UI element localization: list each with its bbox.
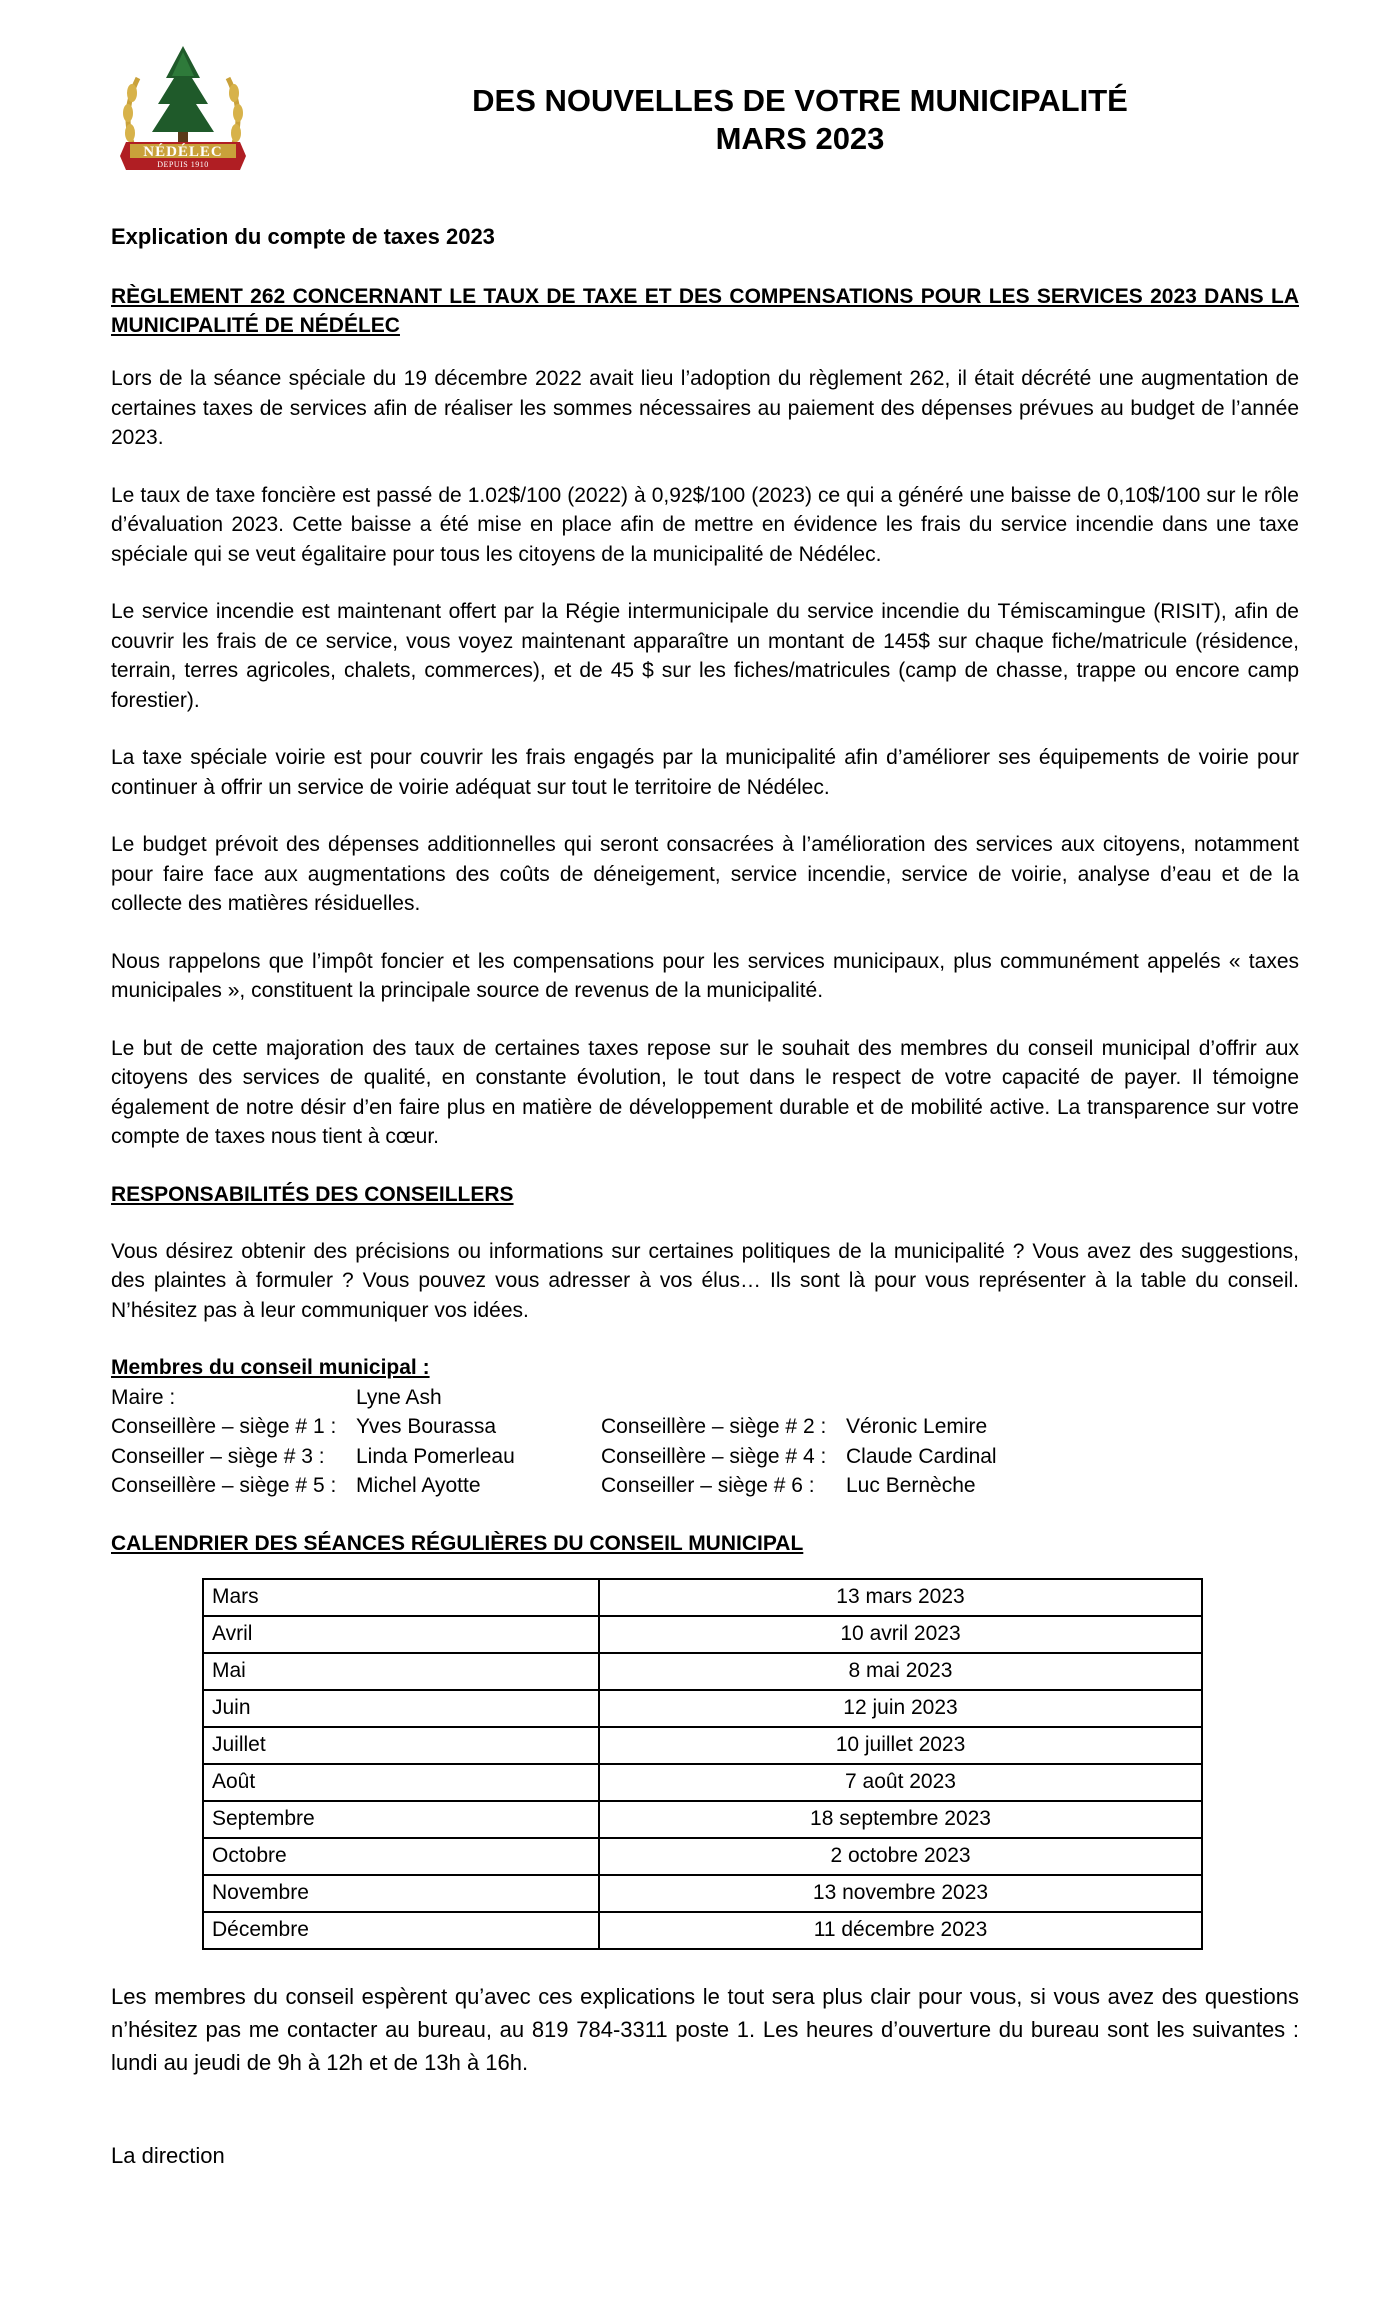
signature: La direction — [111, 2142, 225, 2168]
table-row — [203, 1764, 1202, 1801]
svg-text:NÉDÉLEC: NÉDÉLEC — [143, 144, 223, 160]
reglement-title: RÈGLEMENT 262 CONCERNANT LE TAUX DE TAXE ET DES COMPENSATIONS POUR LES SERVICES 2023 DANS LA MUNICIPALITÉ DE NÉDÉLEC — [111, 285, 1299, 337]
month-cell: Août — [203, 1764, 599, 1801]
content-body — [111, 222, 1299, 2170]
council-role: Conseillère – siège # 5 : — [111, 1474, 337, 1497]
table-row — [203, 1875, 1202, 1912]
date-cell: 10 avril 2023 — [599, 1616, 1202, 1653]
header-title: DES NOUVELLES DE VOTRE MUNICIPALITÉ — [472, 83, 1128, 118]
meeting-schedule-table — [202, 1578, 1203, 1950]
responsabilites-title: RESPONSABILITÉS DES CONSEILLERS — [111, 1182, 514, 1206]
month-cell: Mars — [203, 1579, 599, 1616]
council-name: Michel Ayotte — [356, 1474, 481, 1497]
month-cell: Décembre — [203, 1912, 599, 1949]
month-cell: Novembre — [203, 1875, 599, 1912]
header-date: MARS 2023 — [715, 121, 885, 156]
council-name: Yves Bourassa — [356, 1415, 497, 1438]
table-row — [203, 1690, 1202, 1727]
table-row — [203, 1838, 1202, 1875]
paragraph-6: Nous rappelons que l’impôt foncier et les compensations pour les services municipaux, plus communément appelés « taxes municipales », constituent la principale source de revenus de la municipalité. — [111, 949, 1299, 1002]
date-cell: 13 mars 2023 — [599, 1579, 1202, 1616]
nedelec-logo — [108, 38, 258, 188]
month-cell: Septembre — [203, 1801, 599, 1838]
council-role: Conseillère – siège # 1 : — [111, 1415, 337, 1438]
date-cell: 11 décembre 2023 — [599, 1912, 1202, 1949]
paragraph-2: Le taux de taxe foncière est passé de 1.02$/100 (2022) à 0,92$/100 (2023) ce qui a généré une baisse de 0,10$/100 sur le rôle d’évaluation 2023. Cette baisse a été mise en place afin de mettre en évidence les frais du service incendie dans une taxe spéciale qui se veut égalitaire pour tous les citoyens de la municipalité de Nédélec. — [111, 483, 1299, 566]
month-cell: Juin — [203, 1690, 599, 1727]
month-cell: Avril — [203, 1616, 599, 1653]
council-title: Membres du conseil municipal : — [111, 1356, 430, 1379]
mayor-role: Maire : — [111, 1385, 176, 1409]
date-cell: 8 mai 2023 — [599, 1653, 1202, 1690]
table-row — [203, 1912, 1202, 1949]
table-row — [203, 1653, 1202, 1690]
tree-logo-icon — [108, 38, 258, 188]
section-title-tax-explanation: Explication du compte de taxes 2023 — [111, 224, 495, 249]
date-cell: 18 septembre 2023 — [599, 1801, 1202, 1838]
month-cell: Juillet — [203, 1727, 599, 1764]
paragraph-4: La taxe spéciale voirie est pour couvrir les frais engagés par la municipalité afin d’améliorer ses équipements de voirie pour continuer à offrir un service de voirie adéquat sur tout le territoire de Nédélec. — [111, 746, 1299, 799]
paragraph-7: Le but de cette majoration des taux de certaines taxes repose sur le souhait des membres du conseil municipal d’offrir aux citoyens des services de qualité, en constante évolution, le tout dans le respect de votre capacité de payer. Il témoigne également de notre désir d’en faire plus en matière de développement durable et de mobilité active. La transparence sur votre compte de taxes nous tient à cœur. — [111, 1036, 1299, 1148]
council-row — [111, 1412, 1299, 1442]
table-row — [203, 1579, 1202, 1616]
table-row — [203, 1801, 1202, 1838]
table-row — [203, 1727, 1202, 1764]
mayor-name: Lyne Ash — [356, 1385, 442, 1409]
date-cell: 13 novembre 2023 — [599, 1875, 1202, 1912]
council-name: Claude Cardinal — [846, 1444, 997, 1468]
month-cell: Mai — [203, 1653, 599, 1690]
council-name: Luc Bernèche — [846, 1474, 976, 1497]
paragraph-1: Lors de la séance spéciale du 19 décembre 2022 avait lieu l’adoption du règlement 262, il était décrété une augmentation de certaines taxes de services afin de réaliser les sommes nécessaires au paiement des dépenses prévues au budget de l’année 2023. — [111, 367, 1299, 449]
date-cell: 2 octobre 2023 — [599, 1838, 1202, 1875]
council-role: Conseiller – siège # 6 : — [601, 1474, 815, 1497]
newsletter-header — [420, 82, 1180, 158]
council-row-mayor — [111, 1383, 1299, 1413]
paragraph-3: Le service incendie est maintenant offert par la Régie intermunicipale du service incendie du Témiscamingue (RISIT), afin de couvrir les frais de ce service, vous voyez maintenant apparaître un montant de 145$ sur chaque fiche/matricule (résidence, terrain, terres agricoles, chalets, commerces), et de 45 $ sur les fiches/matricules (camp de chasse, trappe ou encore camp forestier). — [111, 600, 1299, 712]
table-row — [203, 1616, 1202, 1653]
calendar-title: CALENDRIER DES SÉANCES RÉGULIÈRES DU CONSEIL MUNICIPAL — [111, 1531, 804, 1555]
date-cell: 12 juin 2023 — [599, 1690, 1202, 1727]
responsabilites-text: Vous désirez obtenir des précisions ou informations sur certaines politiques de la municipalité ? Vous avez des suggestions, des plaintes à formuler ? Vous pouvez vous adresser à vos élus… Ils sont là pour vous représenter à la table du conseil. N’hésitez pas à leur communiquer vos idées. — [111, 1239, 1299, 1322]
month-cell: Octobre — [203, 1838, 599, 1875]
council-row — [111, 1471, 1299, 1501]
council-name: Linda Pomerleau — [356, 1444, 515, 1468]
council-role: Conseillère – siège # 2 : — [601, 1415, 827, 1438]
council-role: Conseiller – siège # 3 : — [111, 1444, 325, 1468]
closing-paragraph: Les membres du conseil espèrent qu’avec ces explications le tout sera plus clair pour vous, si vous avez des questions n’hésitez pas me contacter au bureau, au 819 784-3311 poste 1. Les heures d’ouverture du bureau sont les suivantes : lundi au jeudi de 9h à 12h et de 13h à 16h. — [111, 1983, 1299, 2075]
council-name: Véronic Lemire — [846, 1415, 988, 1438]
date-cell: 7 août 2023 — [599, 1764, 1202, 1801]
svg-text:DEPUIS 1910: DEPUIS 1910 — [157, 160, 209, 169]
council-members — [111, 1353, 1299, 1501]
date-cell: 10 juillet 2023 — [599, 1727, 1202, 1764]
council-role: Conseillère – siège # 4 : — [601, 1444, 827, 1468]
paragraph-5: Le budget prévoit des dépenses additionnelles qui seront consacrées à l’amélioration des services aux citoyens, notamment pour faire face aux augmentations des coûts de déneigement, service incendie, service de voirie, analyse d’eau et de la collecte des matières résiduelles. — [111, 833, 1299, 915]
council-row — [111, 1442, 1299, 1472]
